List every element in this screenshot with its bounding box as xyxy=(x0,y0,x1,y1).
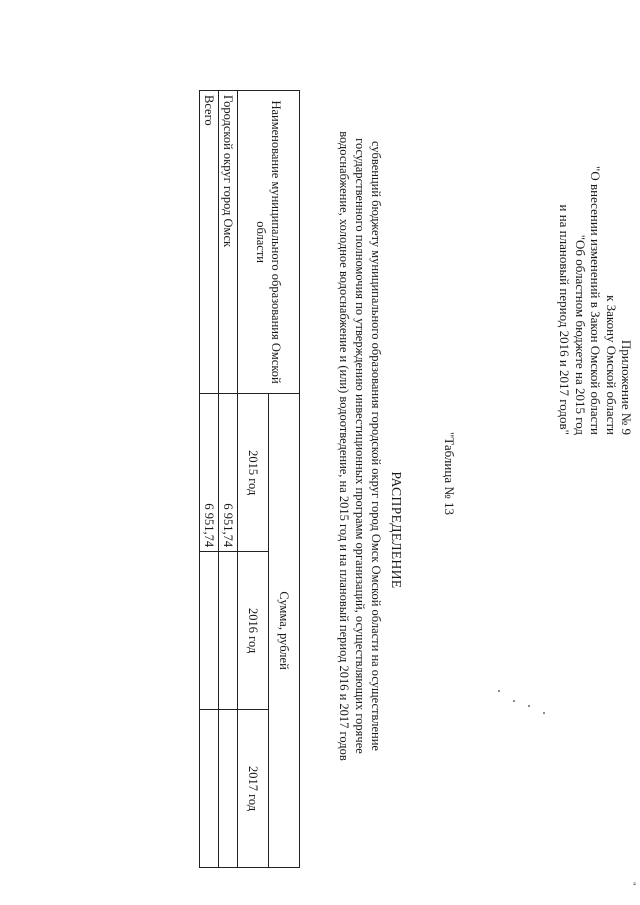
year-header-2016: 2016 год xyxy=(238,552,269,710)
scan-speck xyxy=(543,712,545,714)
scan-speck xyxy=(513,700,515,702)
description-line-2: государственного полномочия по утверждению инвестиционных программ организаций, осуществляющих горячее xyxy=(353,138,367,754)
total-value-2017 xyxy=(200,710,219,868)
table-row-total xyxy=(200,91,219,868)
header-line-5: и на плановый период 2016 и 2017 годов" xyxy=(557,204,572,435)
row-value-2015: 6 951,74 xyxy=(219,394,238,552)
document-title: РАСПРЕДЕЛЕНИЕ xyxy=(389,471,404,589)
description-line-3: водоснабжение, холодное водоснабжение и (или) водоотведение, на 2015 год и на плановый период 2016 и 2017 годов xyxy=(337,131,351,761)
scan-speck xyxy=(528,705,530,707)
year-header-2017: 2017 год xyxy=(238,710,269,868)
distribution-table xyxy=(199,90,300,868)
header-line-4: "Об областном бюджете на 2015 год xyxy=(573,234,588,435)
header-line-3: "О внесении изменений в Закон Омской области xyxy=(588,166,603,435)
closing-quote-mark: " xyxy=(627,882,637,886)
table-number: "Таблица № 13 xyxy=(442,431,457,515)
header-line-1: Приложение № 9 xyxy=(619,339,634,435)
scan-speck xyxy=(498,690,500,692)
row-name: Городской округ город Омск xyxy=(219,91,238,394)
total-label: Всего xyxy=(200,91,219,394)
total-value-2015: 6 951,74 xyxy=(200,394,219,552)
municipality-name-header: Наименование муниципального образования Омской области xyxy=(238,91,300,394)
year-header-2015: 2015 год xyxy=(238,394,269,552)
row-value-2017 xyxy=(219,710,238,868)
sum-header: Сумма, рублей xyxy=(269,394,300,868)
description-line-1: субвенций бюджету муниципального образования городской округ город Омск Омской области на осуществление xyxy=(369,141,383,751)
header-line-2: к Закону Омской области xyxy=(604,295,619,435)
total-value-2016 xyxy=(200,552,219,710)
document-description xyxy=(336,96,384,796)
table-row xyxy=(219,91,238,868)
row-value-2016 xyxy=(219,552,238,710)
